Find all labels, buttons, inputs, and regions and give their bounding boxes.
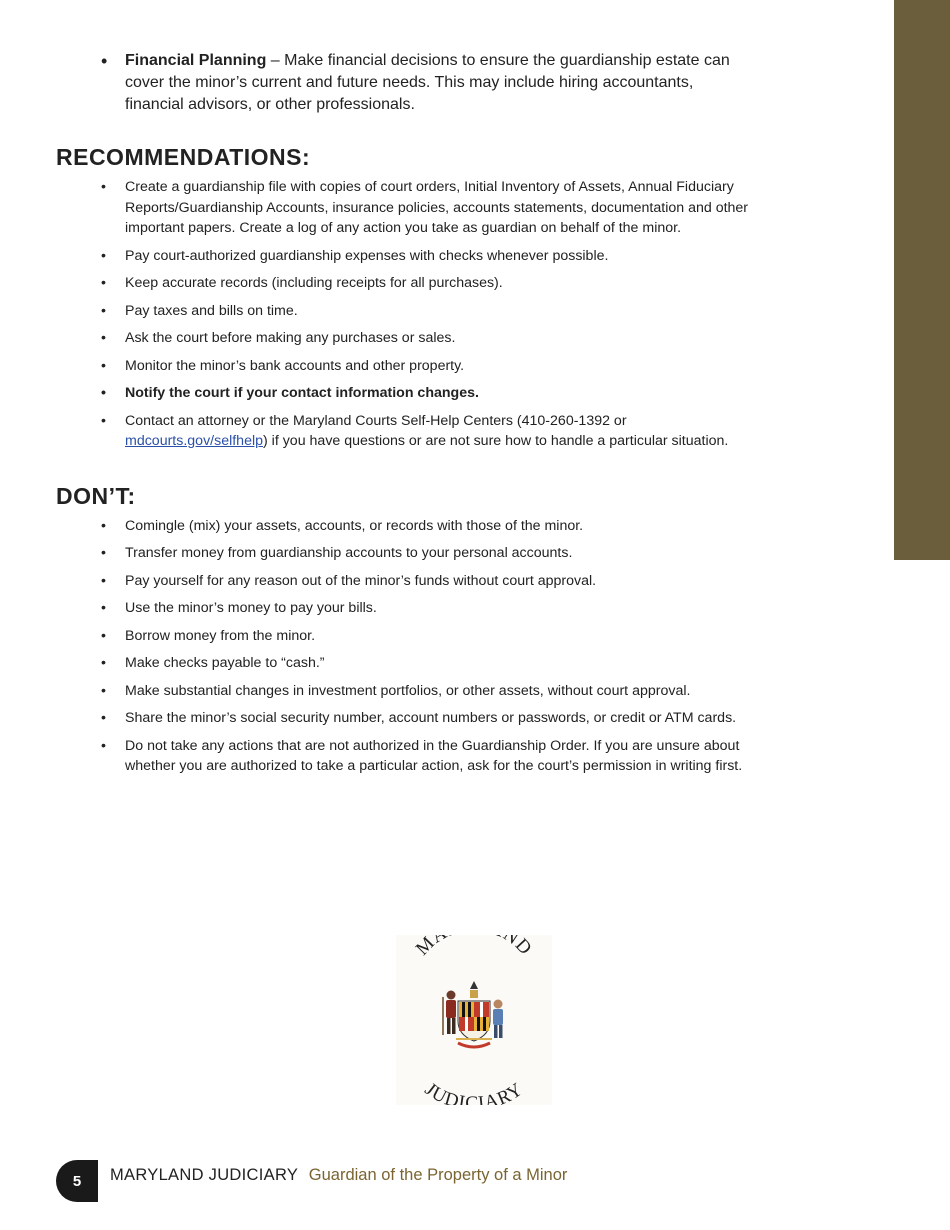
page-content (56, 50, 756, 784)
list-item: • Monitor the minor’s bank accounts and other property. (101, 357, 465, 374)
dont-list (56, 516, 756, 777)
list-item: • Share the minor’s social security number, account numbers or passwords, or credit or ATM cards. (101, 710, 737, 726)
page-number-tab (56, 1160, 98, 1202)
list-item: • Comingle (mix) your assets, accounts, or records with those of the minor. (101, 517, 584, 534)
svg-text:JUDICIARY (421, 1079, 527, 1105)
footer-subtitle: Guardian of the Property of a Minor (308, 1166, 568, 1184)
seal-top-text: M ND (411, 935, 537, 960)
recommendations-heading: RECOMMENDATIONS: (56, 144, 311, 170)
page-number: 5 (72, 1172, 82, 1190)
list-item-contact: • Contact an attorney or the Maryland Courts Self-Help Centers (410-260-1392 or mdcourts.gov/selfhelp) if you have questions or are not sure how to handle a particular situation. (101, 412, 729, 449)
dont-heading: DON’T: (56, 482, 136, 509)
recommendations-list (56, 177, 756, 452)
side-color-band (894, 0, 950, 560)
list-item: • Make substantial changes in investment portfolios, or other assets, without court approval. (101, 682, 691, 699)
bullet-dot: • (101, 51, 108, 71)
list-item: • Ask the court before making any purchases or sales. (101, 330, 456, 346)
seal-bottom-text: JUDICIARY (420, 1078, 528, 1105)
footer (110, 1166, 567, 1185)
item-text: – Make financial decisions to ensure the guardianship estate can cover the minor’s current and future needs. This may include hiring accountants, financial advisors, or other professionals. (125, 52, 730, 113)
list-item-bold: • Notify the court if your contact information changes. (101, 385, 479, 401)
item-title: Financial Planning (125, 52, 267, 69)
list-item: • Make checks payable to “cash.” (101, 655, 325, 671)
list-item: • Borrow money from the minor. (101, 627, 316, 644)
list-item: • Keep accurate records (including receipts for all purchases). (101, 275, 503, 291)
financial-planning-item (56, 50, 756, 116)
list-item: • Pay taxes and bills on time. (101, 302, 298, 319)
list-item: • Use the minor’s money to pay your bills. (101, 600, 377, 616)
list-item: • Pay yourself for any reason out of the minor’s funds without court approval. (101, 572, 597, 589)
list-item: • Do not take any actions that are not authorized in the Guardianship Order. If you are unsure about whether you are authorized to take a particular action, ask for the court’s permission in writing first. (101, 737, 743, 774)
selfhelp-link[interactable]: mdcourts.gov/selfhelp (125, 433, 264, 449)
list-item: • Create a guardianship file with copies of court orders, Initial Inventory of Assets, Annual Fiduciary Reports/Guardianship Accounts, insurance policies, accounts statements, documentation and other important papers. Create a log of any action you take as guardian on behalf of the minor. (101, 179, 749, 236)
footer-org: MARYLAND JUDICIARY (110, 1166, 299, 1184)
svg-text:MARYLAND (412, 935, 536, 960)
seal-icon (396, 935, 552, 1105)
list-item: • Pay court-authorized guardianship expenses with checks whenever possible. (101, 247, 609, 264)
list-item: • Transfer money from guardianship accounts to your personal accounts. (101, 545, 573, 561)
maryland-judiciary-seal (396, 935, 552, 1105)
